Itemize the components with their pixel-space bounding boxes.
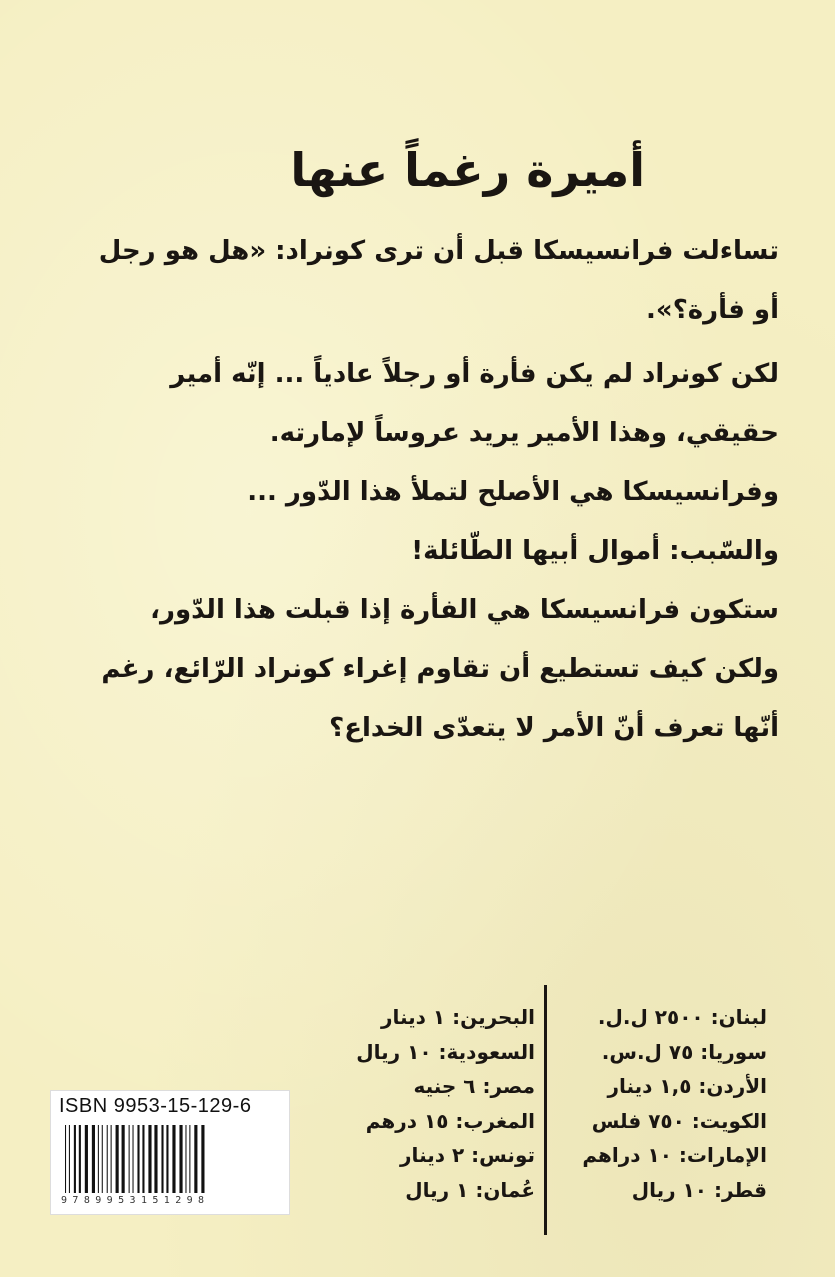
blurb-line: ولكن كيف تستطيع أن تقاوم إغراء كونراد الرّائع، رغم	[101, 654, 779, 684]
price-row: لبنان: ٢٥٠٠ ل.ل.	[597, 1005, 767, 1029]
price-list-right	[567, 1000, 767, 1207]
price-row: قطر: ١٠ ريال	[631, 1177, 767, 1202]
price-row: المغرب: ١٥ درهم	[365, 1108, 535, 1133]
price-row: البحرين: ١ دينار	[380, 1005, 535, 1029]
blurb-line: تساءلت فرانسيسكا قبل أن ترى كونراد: «هل هو رجل	[98, 236, 779, 266]
blurb-line: والسّبب: أموال أبيها الطّائلة!	[411, 536, 779, 566]
price-row: سوريا: ٧٥ ل.س.	[601, 1039, 767, 1064]
price-row: تونس: ٢ دينار	[400, 1143, 535, 1167]
price-list-left	[335, 1000, 535, 1207]
barcode-image	[63, 1125, 277, 1193]
price-row: الأردن: ١,٥ دينار	[607, 1074, 767, 1098]
blurb-line: وفرانسيسكا هي الأصلح لتملأ هذا الدّور ...	[247, 477, 779, 507]
blurb-line: حقيقي، وهذا الأمير يريد عروساً لإمارته.	[269, 418, 779, 448]
barcode-digits: 9789953151298	[61, 1195, 210, 1206]
price-row: عُمان: ١ ريال	[405, 1177, 535, 1202]
price-row: السعودية: ١٠ ريال	[356, 1039, 535, 1064]
blurb-line: أنّها تعرف أنّ الأمر لا يتعدّى الخداع؟	[329, 713, 779, 743]
price-divider	[544, 985, 547, 1235]
book-title: أميرة رغماً عنها	[290, 143, 645, 197]
blurb-line: أو فأرة؟».	[646, 295, 779, 325]
isbn-barcode-block	[50, 1090, 290, 1215]
isbn-label: ISBN 9953-15-129-6	[59, 1095, 252, 1117]
blurb-line: لكن كونراد لم يكن فأرة أو رجلاً عادياً ... إنّه أمير	[170, 359, 779, 389]
blurb-text	[59, 222, 779, 758]
blurb-line: ستكون فرانسيسكا هي الفأرة إذا قبلت هذا الدّور،	[150, 595, 779, 625]
price-row: الإمارات: ١٠ دراهم	[582, 1143, 767, 1167]
price-row: مصر: ٦ جنيه	[413, 1074, 535, 1098]
price-row: الكويت: ٧٥٠ فلس	[591, 1108, 767, 1133]
